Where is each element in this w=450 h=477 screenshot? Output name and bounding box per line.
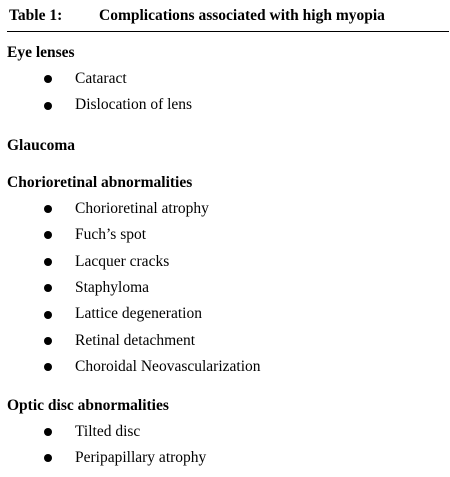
list-item	[7, 222, 449, 248]
list-item-label: Chorioretinal atrophy	[75, 199, 209, 217]
list-item	[7, 92, 449, 118]
bullet-icon	[44, 284, 52, 292]
list-item	[7, 419, 449, 445]
complications-table	[7, 0, 449, 471]
section-title: Glaucoma	[7, 136, 76, 154]
list-item-label: Retinal detachment	[75, 331, 196, 349]
section-title: Chorioretinal abnormalities	[7, 173, 193, 191]
list-item-label: Staphyloma	[75, 278, 150, 296]
section-title: Optic disc abnormalities	[7, 396, 169, 414]
bullet-icon	[44, 311, 52, 319]
list-item	[7, 445, 449, 471]
list-item-label: Tilted disc	[75, 422, 141, 440]
bullet-icon	[44, 454, 52, 462]
bullet-icon	[44, 258, 52, 266]
bullet-icon	[44, 102, 52, 110]
list-item-label: Dislocation of lens	[75, 96, 193, 114]
list-item	[7, 275, 449, 301]
section-title: Eye lenses	[7, 44, 75, 61]
list-item-label: Lattice degeneration	[75, 305, 202, 323]
table-number: Table 1:	[9, 7, 63, 24]
list-item-label: Choroidal Neovascularization	[75, 358, 261, 376]
bullet-icon	[44, 428, 52, 436]
item-list	[7, 196, 449, 381]
bullet-icon	[44, 231, 52, 239]
list-item	[7, 301, 449, 327]
section-glaucoma	[7, 136, 449, 156]
bullet-icon	[44, 205, 52, 213]
bullet-icon	[44, 75, 52, 83]
list-item	[7, 66, 449, 92]
section-optic-disc-abnormalities	[7, 396, 449, 472]
item-list	[7, 419, 449, 472]
list-item	[7, 354, 449, 380]
section-eye-lenses	[7, 43, 449, 119]
list-item	[7, 196, 449, 222]
bullet-icon	[44, 337, 52, 345]
list-item	[7, 328, 449, 354]
table-caption	[7, 0, 449, 32]
list-item-label: Cataract	[75, 70, 127, 87]
list-item-label: Fuch’s spot	[75, 226, 147, 244]
list-item-label: Peripapillary atrophy	[75, 448, 207, 466]
item-list	[7, 66, 449, 119]
section-chorioretinal-abnormalities	[7, 173, 449, 381]
table-title: Complications associated with high myopia	[99, 7, 385, 24]
list-item	[7, 249, 449, 275]
bullet-icon	[44, 363, 52, 371]
list-item-label: Lacquer cracks	[75, 252, 170, 270]
